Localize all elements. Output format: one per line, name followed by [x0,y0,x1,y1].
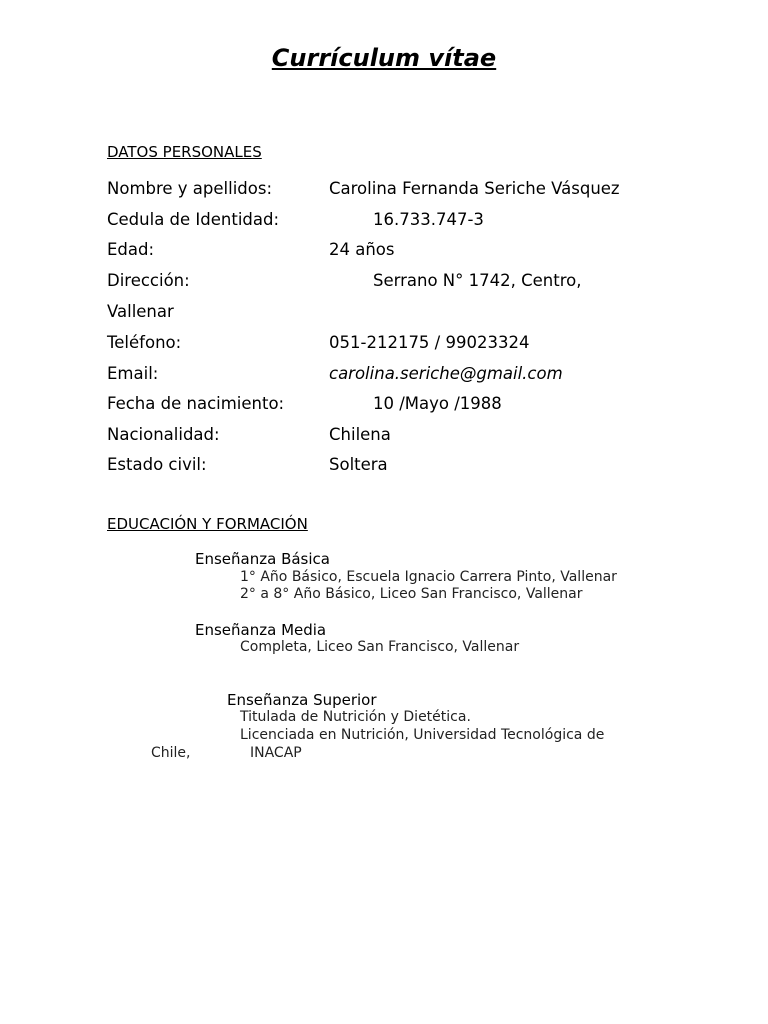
age-value: 24 años [329,240,395,259]
phone-label: Teléfono: [107,333,182,352]
higher-education-line-2: Licenciada en Nutrición, Universidad Tecnológica de [240,727,605,743]
id-value: 16.733.747-3 [373,210,484,229]
document-title: Currículum vítae [271,44,497,72]
personal-data-heading: DATOS PERSONALES [107,143,262,161]
birth-label: Fecha de nacimiento: [107,394,285,413]
higher-education-line-3-end: INACAP [250,745,302,761]
education-heading: EDUCACIÓN Y FORMACIÓN [107,515,308,533]
age-label: Edad: [107,240,155,259]
higher-education-line-3-start: Chile, [151,745,191,761]
name-value: Carolina Fernanda Seriche Vásquez [329,179,620,198]
civil-status-label: Estado civil: [107,455,207,474]
birth-value: 10 /Mayo /1988 [373,394,502,413]
secondary-education-line-1: Completa, Liceo San Francisco, Vallenar [240,639,520,655]
address-continuation: Vallenar [107,302,174,321]
higher-education-heading: Enseñanza Superior [227,691,377,709]
nationality-label: Nacionalidad: [107,425,220,444]
phone-value: 051-212175 / 99023324 [329,333,530,352]
address-value: Serrano N° 1742, Centro, [373,271,582,290]
higher-education-line-1: Titulada de Nutrición y Dietética. [240,709,471,725]
basic-education-heading: Enseñanza Básica [195,550,330,568]
email-label: Email: [107,364,159,383]
name-label: Nombre y apellidos: [107,179,273,198]
email-value: carolina.seriche@gmail.com [329,364,563,383]
basic-education-line-2: 2° a 8° Año Básico, Liceo San Francisco, Vallenar [240,586,583,602]
nationality-value: Chilena [329,425,391,444]
id-label: Cedula de Identidad: [107,210,280,229]
civil-status-value: Soltera [329,455,388,474]
secondary-education-heading: Enseñanza Media [195,621,327,639]
address-label: Dirección: [107,271,190,290]
basic-education-line-1: 1° Año Básico, Escuela Ignacio Carrera Pinto, Vallenar [240,569,617,585]
